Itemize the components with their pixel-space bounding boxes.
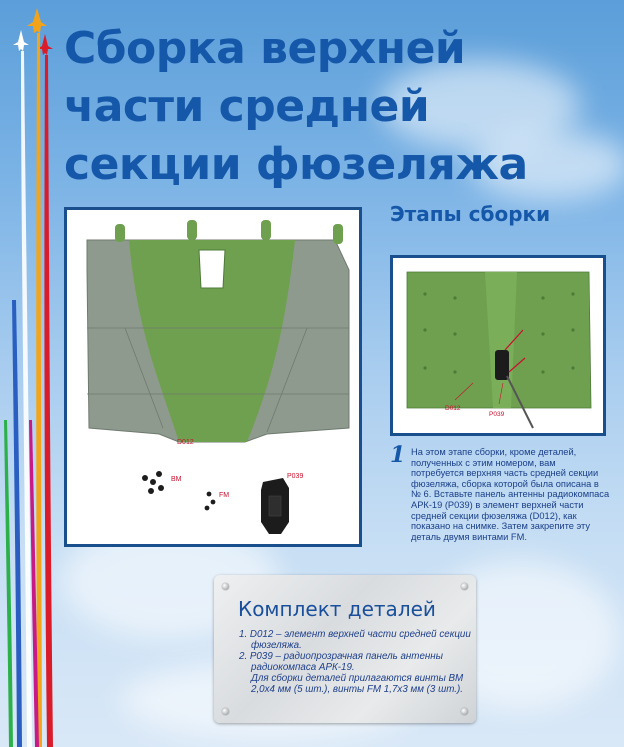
- parts-photo: [64, 207, 362, 547]
- kit-list: [239, 629, 471, 673]
- step-label-d012: D012: [445, 405, 461, 412]
- screw-icon: [461, 708, 468, 715]
- label-p039: P039: [287, 473, 304, 480]
- step-photo: [390, 255, 606, 436]
- step-number: 1: [390, 442, 406, 468]
- step-illustration: [393, 258, 603, 433]
- label-bm: BM: [171, 476, 182, 483]
- jet-icon: [13, 8, 53, 55]
- parts-illustration: [67, 210, 359, 544]
- stages-heading: Этапы сборки: [390, 202, 551, 226]
- step-label-p039: P039: [489, 411, 505, 418]
- screw-icon: [222, 708, 229, 715]
- label-d012: D012: [177, 439, 194, 446]
- label-fm: FM: [219, 492, 230, 499]
- screw-icon: [222, 583, 229, 590]
- page-title: Сборка верхней части средней секции фюзеляжа: [64, 23, 528, 190]
- color-stripes-decoration: [0, 0, 58, 747]
- screw-icon: [461, 583, 468, 590]
- kit-item: 2. P039 – радиопрозрачная панель антенны радиокомпаса АРК-19.: [239, 651, 443, 673]
- kit-panel: [214, 575, 476, 723]
- kit-note: Для сборки деталей прилагаются винты BM 2,0x4 мм (5 шт.), винты FM 1,7x3 мм (3 шт.).: [251, 673, 464, 695]
- kit-title: Комплект деталей: [238, 597, 436, 621]
- step-text: На этом этапе сборки, кроме деталей, полученных с этим номером, вам потребуется верхняя часть средней секции фюзеляжа, сборка которой была описана в № 6. Вставьте панель антенны радиокомпаса АРК-19 (P039) в элемент верхней части средней секции фюзеляжа (D012), как показано на снимке. Затем закрепите эту деталь двумя винтами FM.: [411, 447, 610, 542]
- kit-item: 1. D012 – элемент верхней части средней секции фюзеляжа.: [239, 629, 471, 651]
